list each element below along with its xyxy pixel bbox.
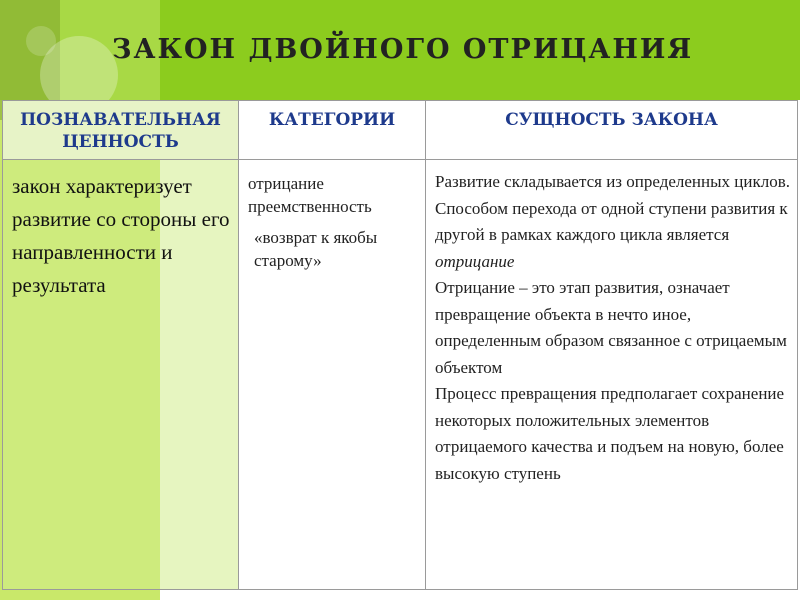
cell-essence [426,160,798,590]
essence-paragraph-2 [435,196,791,276]
law-table [2,100,798,590]
essence-paragraph-2-emphasis: отрицание [435,251,515,271]
essence-paragraph-2-text: Способом перехода от одной ступени развития к другой в рамках каждого цикла является [435,198,788,244]
header-cognitive-value [3,101,239,160]
cell-categories [239,160,426,590]
header-essence [426,101,798,160]
cognitive-value-text: закон характеризует развитие со стороны его направленности и результата [12,174,230,297]
header-cognitive-value-line1: ПОЗНАВАТЕЛЬНАЯ [20,110,221,130]
header-categories [239,101,426,160]
essence-paragraph-3: Отрицание – это этап развития, означает превращение объекта в нечто иное, определенным образом связанное с отрицаемым объектом [435,278,787,377]
essence-paragraph-4: Процесс превращения предполагает сохранение некоторых положительных элементов отрицаемого качества и подъем на новую, более высокую ступень [435,384,785,483]
essence-paragraph-1: Развитие складывается из определенных циклов. [435,172,790,191]
slide-title: ЗАКОН ДВОЙНОГО ОТРИЦАНИЯ [112,34,694,65]
cell-cognitive-value [3,160,239,590]
table-header-row [3,101,798,160]
header-essence-label: СУЩНОСТЬ ЗАКОНА [505,110,718,130]
table-row [3,160,798,590]
categories-term-text: отрицание преемственность [248,174,372,216]
header-cognitive-value-line2: ЦЕННОСТЬ [62,132,179,152]
categories-quote-text: «возврат к якобы старому» [254,228,378,270]
header-categories-label: КАТЕГОРИИ [268,110,396,130]
